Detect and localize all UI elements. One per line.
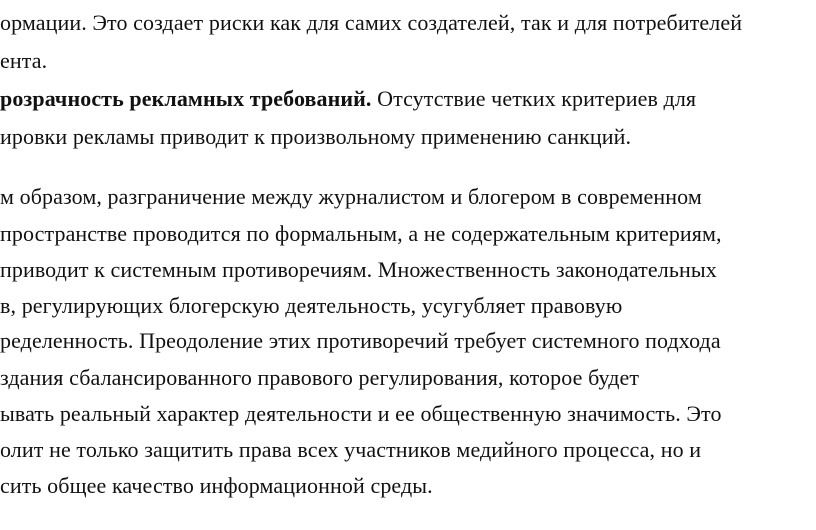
text-line — [0, 86, 696, 112]
text-line: ределенность. Преодоление этих противоречий требует системного подхода — [0, 328, 721, 353]
text-line: ента. — [0, 48, 48, 73]
text-line: приводит к системным противоречиям. Множественность законодательных — [0, 257, 717, 282]
text-span: Отсутствие четких критериев для — [371, 86, 697, 111]
text-line: сить общее качество информационной среды. — [0, 473, 433, 498]
text-line: ормации. Это создает риски как для самих создателей, так и для потребителей — [0, 10, 743, 35]
text-line: пространстве проводится по формальным, а не содержательным критериям, — [0, 221, 722, 246]
text-line: здания сбалансированного правового регулирования, которое будет — [0, 365, 640, 390]
text-line: ировки рекламы приводит к произвольному применению санкций. — [0, 124, 632, 149]
bold-heading-text: розрачность рекламных требований. — [0, 86, 372, 111]
text-line: м образом, разграничение между журналистом и блогером в современном — [0, 184, 702, 209]
text-line: олит не только защитить права всех участников медийного процесса, но и — [0, 437, 702, 462]
text-line: в, регулирующих блогерскую деятельность, усугубляет правовую — [0, 293, 623, 318]
text-line: ывать реальный характер деятельности и ее общественную значимость. Это — [0, 401, 722, 426]
